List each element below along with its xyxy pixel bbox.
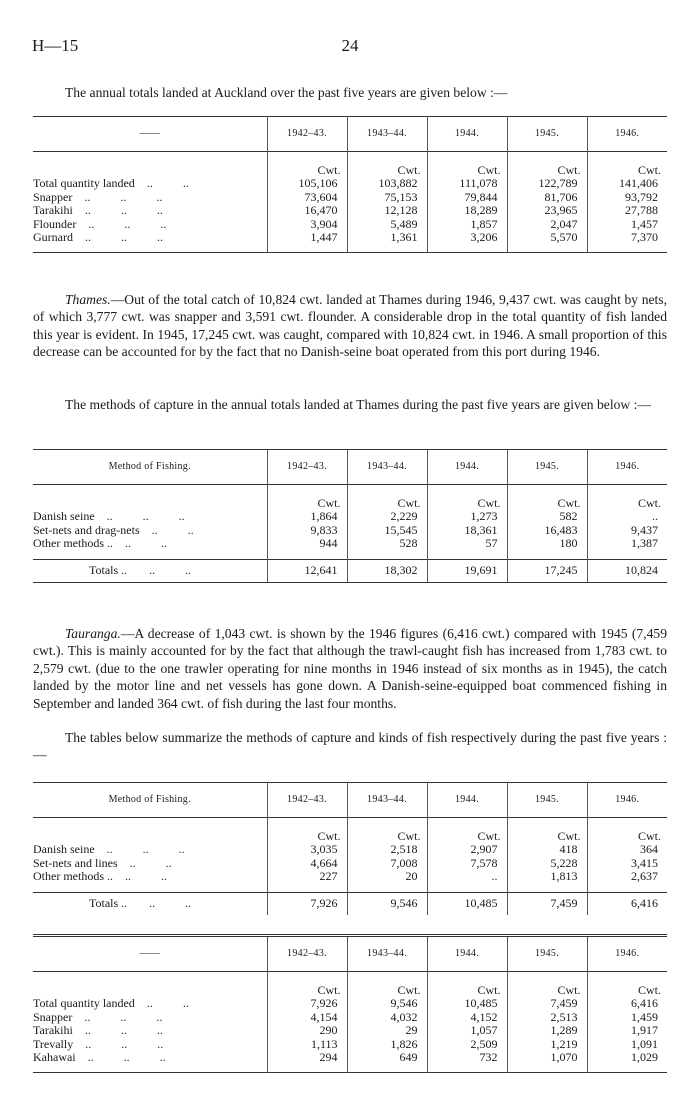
- row-value: 5,228: [507, 857, 587, 870]
- totals-value: 18,302: [347, 559, 427, 582]
- row-leader-dots: .. ..: [125, 869, 167, 884]
- row-value: 29: [347, 1024, 427, 1037]
- row-leader-dots: .. .. ..: [84, 1009, 163, 1024]
- totals-label: [33, 892, 267, 915]
- row-value: 1,361: [347, 231, 427, 244]
- row-label-text: Gurnard: [33, 230, 73, 245]
- row-leader-dots: .. .. ..: [106, 509, 185, 524]
- spacer-cell: [347, 1064, 427, 1073]
- row-value: 528: [347, 537, 427, 550]
- thames-paragraph: Thames.—Out of the total catch of 10,824 cwt. landed at Thames during 1946, 9,437 cwt. was caught by nets, of which 3,777 cwt. was snapper and 3,591 cwt. flounder. A considerable drop in the total quantity of fish landed this year is evident. In 1945, 17,245 cwt. was caught, compared with 10,824 cwt. in 1946. A small proportion of this decrease can be accounted for by the fact that no Danish-seine boat operated from this port during 1946.: [33, 292, 667, 360]
- unit-label: Cwt.: [507, 497, 587, 510]
- row-label-text: Tarakihi: [33, 1023, 73, 1038]
- unit-label: Cwt.: [427, 830, 507, 843]
- row-label: [33, 1038, 267, 1051]
- row-value: 180: [507, 537, 587, 550]
- row-label: [33, 1011, 267, 1024]
- row-value: 582: [507, 510, 587, 523]
- row-leader-dots: .. .. ..: [84, 230, 163, 245]
- column-header-year: 1946.: [587, 117, 667, 152]
- table-row: [33, 843, 667, 856]
- row-value: 418: [507, 843, 587, 856]
- totals-value: 10,824: [587, 559, 667, 582]
- table-row: [33, 231, 667, 244]
- row-label: [33, 997, 267, 1010]
- column-header-label: Method of Fishing.: [108, 794, 191, 806]
- spacer-cell: [507, 884, 587, 893]
- totals-value: 10,485: [427, 892, 507, 915]
- column-header-year: 1946.: [587, 936, 667, 972]
- totals-label-text: Totals ..: [89, 895, 128, 910]
- row-leader-dots: .. .. ..: [84, 189, 163, 204]
- table-row: [33, 1024, 667, 1037]
- spacer-cell: [587, 551, 667, 560]
- row-label-text: Total quantity landed: [33, 996, 135, 1011]
- totals-value: 7,926: [267, 892, 347, 915]
- spacer-cell: [347, 551, 427, 560]
- row-label-text: Kahawai: [33, 1050, 76, 1065]
- row-value: 732: [427, 1051, 507, 1064]
- row-value: 103,882: [347, 177, 427, 190]
- row-value: 4,152: [427, 1011, 507, 1024]
- unit-row: [33, 830, 667, 843]
- row-value: 2,513: [507, 1011, 587, 1024]
- row-label-text: Danish seine: [33, 509, 95, 524]
- spacer-cell: [33, 884, 267, 893]
- column-header-year: 1945.: [507, 936, 587, 972]
- tauranga-methods-table: [33, 782, 667, 915]
- row-value: ..: [427, 870, 507, 883]
- unit-label: Cwt.: [427, 164, 507, 177]
- row-label: [33, 1051, 267, 1064]
- totals-value: 6,416: [587, 892, 667, 915]
- row-value: 2,509: [427, 1038, 507, 1051]
- row-label: [33, 537, 267, 550]
- row-value: 364: [587, 843, 667, 856]
- row-leader-dots: .. ..: [129, 855, 172, 870]
- unit-row: [33, 164, 667, 177]
- row-value: 1,917: [587, 1024, 667, 1037]
- column-header-year: 1943–44.: [347, 450, 427, 485]
- spacer-cell: [33, 972, 267, 985]
- table-row: [33, 204, 667, 217]
- totals-row: [33, 892, 667, 915]
- row-value: 7,370: [587, 231, 667, 244]
- row-leader-dots: .. .. ..: [85, 1036, 164, 1051]
- tauranga-kinds-table: [33, 934, 667, 1073]
- column-header-year: 1942–43.: [267, 783, 347, 818]
- column-header-year: 1943–44.: [347, 783, 427, 818]
- row-label: [33, 177, 267, 190]
- unit-label: Cwt.: [427, 497, 507, 510]
- auckland-totals-table: [33, 116, 667, 253]
- thames-heading: Thames.: [65, 292, 111, 307]
- row-value: 294: [267, 1051, 347, 1064]
- row-value: 9,437: [587, 524, 667, 537]
- unit-label: Cwt.: [587, 164, 667, 177]
- row-value: 2,518: [347, 843, 427, 856]
- unit-label: Cwt.: [347, 164, 427, 177]
- row-value: 7,578: [427, 857, 507, 870]
- row-value: 1,219: [507, 1038, 587, 1051]
- row-label-text: Danish seine: [33, 842, 95, 857]
- row-value: 16,483: [507, 524, 587, 537]
- row-leader-dots: .. .. ..: [106, 842, 185, 857]
- spacer-cell: [33, 485, 267, 498]
- column-header-year: 1943–44.: [347, 117, 427, 152]
- spacer-cell: [427, 884, 507, 893]
- row-leader-dots: .. ..: [146, 996, 189, 1011]
- spacer-cell: [33, 152, 267, 165]
- spacer-cell: [347, 884, 427, 893]
- row-label: [33, 204, 267, 217]
- row-value: 4,032: [347, 1011, 427, 1024]
- row-value: 27,788: [587, 204, 667, 217]
- row-value: 1,457: [587, 218, 667, 231]
- unit-label: Cwt.: [507, 830, 587, 843]
- row-value: 3,035: [267, 843, 347, 856]
- row-label-text: Set-nets and drag-nets: [33, 522, 140, 537]
- spacer-cell: [33, 551, 267, 560]
- row-value: 1,857: [427, 218, 507, 231]
- row-value: 1,459: [587, 1011, 667, 1024]
- unit-label: Cwt.: [587, 830, 667, 843]
- table-row: [33, 191, 667, 204]
- row-leader-dots: .. ..: [151, 522, 194, 537]
- unit-label: Cwt.: [267, 830, 347, 843]
- row-value: 7,459: [507, 997, 587, 1010]
- row-label: [33, 857, 267, 870]
- totals-leader-dots: .. ..: [149, 895, 192, 910]
- row-value: 10,485: [427, 997, 507, 1010]
- totals-value: 17,245: [507, 559, 587, 582]
- column-header-year: 1946.: [587, 783, 667, 818]
- row-value: 5,570: [507, 231, 587, 244]
- column-header-label: ——: [139, 128, 161, 140]
- unit-label: Cwt.: [507, 984, 587, 997]
- row-value: 3,904: [267, 218, 347, 231]
- row-value: 15,545: [347, 524, 427, 537]
- row-value: 1,070: [507, 1051, 587, 1064]
- unit-label: Cwt.: [267, 984, 347, 997]
- totals-value: 19,691: [427, 559, 507, 582]
- unit-spacer: [33, 497, 267, 510]
- row-value: 2,637: [587, 870, 667, 883]
- row-value: 111,078: [427, 177, 507, 190]
- row-value: 105,106: [267, 177, 347, 190]
- row-value: 18,361: [427, 524, 507, 537]
- column-header-year: 1943–44.: [347, 936, 427, 972]
- spacer-cell: [267, 551, 347, 560]
- spacer-row: [33, 1064, 667, 1073]
- column-header-year: 1944.: [427, 450, 507, 485]
- unit-label: Cwt.: [427, 984, 507, 997]
- row-value: 1,029: [587, 1051, 667, 1064]
- row-leader-dots: .. ..: [125, 536, 167, 551]
- spacer-cell: [427, 1064, 507, 1073]
- row-value: 6,416: [587, 997, 667, 1010]
- spacer-cell: [33, 244, 267, 253]
- report-code: H—15: [32, 36, 79, 55]
- row-value: 227: [267, 870, 347, 883]
- row-leader-dots: .. .. ..: [84, 203, 163, 218]
- row-label: [33, 510, 267, 523]
- row-label-text: Other methods ..: [33, 536, 113, 551]
- row-value: 1,864: [267, 510, 347, 523]
- totals-label: [33, 559, 267, 582]
- row-value: 1,826: [347, 1038, 427, 1051]
- row-label-text: Tarakihi: [33, 203, 73, 218]
- row-value: 1,113: [267, 1038, 347, 1051]
- spacer-cell: [507, 244, 587, 253]
- row-value: 93,792: [587, 191, 667, 204]
- column-header-year: 1942–43.: [267, 936, 347, 972]
- spacer-cell: [347, 244, 427, 253]
- column-header-year: 1944.: [427, 117, 507, 152]
- row-value: 23,965: [507, 204, 587, 217]
- table-row: [33, 870, 667, 883]
- unit-label: Cwt.: [587, 984, 667, 997]
- totals-label-text: Totals ..: [89, 562, 128, 577]
- table-row: [33, 537, 667, 550]
- row-label: [33, 870, 267, 883]
- table-row: [33, 177, 667, 190]
- table-row: [33, 1051, 667, 1064]
- totals-row: [33, 559, 667, 582]
- row-value: 1,273: [427, 510, 507, 523]
- row-value: 290: [267, 1024, 347, 1037]
- unit-row: [33, 497, 667, 510]
- unit-label: Cwt.: [347, 497, 427, 510]
- row-label-text: Flounder: [33, 216, 77, 231]
- tauranga-paragraph-2: The tables below summarize the methods of capture and kinds of fish respectively during the past five years :—: [33, 730, 667, 763]
- row-value: 79,844: [427, 191, 507, 204]
- row-value: 3,206: [427, 231, 507, 244]
- spacer-row: [33, 551, 667, 560]
- spacer-cell: [587, 1064, 667, 1073]
- spacer-row: [33, 884, 667, 893]
- row-label-text: Other methods ..: [33, 869, 113, 884]
- column-header-year: 1942–43.: [267, 450, 347, 485]
- row-value: 81,706: [507, 191, 587, 204]
- tauranga-heading: Tauranga.: [65, 626, 121, 641]
- column-header-label: Method of Fishing.: [108, 461, 191, 473]
- column-header-year: 1946.: [587, 450, 667, 485]
- row-value: 2,907: [427, 843, 507, 856]
- unit-spacer: [33, 984, 267, 997]
- totals-leader-dots: .. ..: [149, 562, 192, 577]
- spacer-cell: [267, 1064, 347, 1073]
- row-value: 7,008: [347, 857, 427, 870]
- row-leader-dots: .. .. ..: [84, 1023, 163, 1038]
- row-value: 20: [347, 870, 427, 883]
- row-value: 1,387: [587, 537, 667, 550]
- row-value: 1,091: [587, 1038, 667, 1051]
- row-value: ..: [587, 510, 667, 523]
- row-label: [33, 843, 267, 856]
- row-value: 18,289: [427, 204, 507, 217]
- page-number: 24: [341, 36, 359, 55]
- table-row: [33, 524, 667, 537]
- table-row: [33, 510, 667, 523]
- spacer-cell: [267, 884, 347, 893]
- row-label: [33, 1024, 267, 1037]
- row-label-text: Snapper: [33, 189, 73, 204]
- row-leader-dots: .. .. ..: [87, 1050, 166, 1065]
- table-header-row: [33, 450, 667, 485]
- unit-label: Cwt.: [347, 830, 427, 843]
- spacer-cell: [427, 244, 507, 253]
- row-leader-dots: .. ..: [146, 176, 189, 191]
- row-value: 4,154: [267, 1011, 347, 1024]
- table-header-row: [33, 936, 667, 972]
- row-value: 1,057: [427, 1024, 507, 1037]
- table-header-row: [33, 117, 667, 152]
- row-value: 649: [347, 1051, 427, 1064]
- column-header-year: 1944.: [427, 936, 507, 972]
- row-value: 4,664: [267, 857, 347, 870]
- row-label-text: Set-nets and lines: [33, 855, 118, 870]
- row-value: 12,128: [347, 204, 427, 217]
- row-value: 75,153: [347, 191, 427, 204]
- row-label: [33, 191, 267, 204]
- table-header-row: [33, 783, 667, 818]
- table-row: [33, 1011, 667, 1024]
- spacer-cell: [33, 1064, 267, 1073]
- thames-paragraph-2: The methods of capture in the annual totals landed at Thames during the past five years are given below :—: [65, 397, 651, 412]
- table-row: [33, 997, 667, 1010]
- column-header-year: 1945.: [507, 450, 587, 485]
- row-label-text: Total quantity landed: [33, 176, 135, 191]
- row-value: 5,489: [347, 218, 427, 231]
- row-value: 73,604: [267, 191, 347, 204]
- unit-label: Cwt.: [507, 164, 587, 177]
- unit-label: Cwt.: [347, 984, 427, 997]
- row-leader-dots: .. .. ..: [88, 216, 167, 231]
- spacer-cell: [33, 818, 267, 831]
- totals-value: 7,459: [507, 892, 587, 915]
- table-row: [33, 857, 667, 870]
- row-value: 9,546: [347, 997, 427, 1010]
- row-value: 3,415: [587, 857, 667, 870]
- totals-value: 9,546: [347, 892, 427, 915]
- row-value: 1,289: [507, 1024, 587, 1037]
- row-label: [33, 231, 267, 244]
- row-value: 141,406: [587, 177, 667, 190]
- row-value: 2,229: [347, 510, 427, 523]
- table-row: [33, 1038, 667, 1051]
- column-header-year: 1942–43.: [267, 117, 347, 152]
- unit-row: [33, 984, 667, 997]
- row-value: 1,813: [507, 870, 587, 883]
- unit-spacer: [33, 164, 267, 177]
- row-value: 2,047: [507, 218, 587, 231]
- column-header-label: ——: [139, 948, 161, 960]
- unit-label: Cwt.: [267, 164, 347, 177]
- totals-value: 12,641: [267, 559, 347, 582]
- row-label-text: Trevally: [33, 1036, 74, 1051]
- row-value: 9,833: [267, 524, 347, 537]
- thames-methods-table: [33, 449, 667, 583]
- row-value: 7,926: [267, 997, 347, 1010]
- row-value: 944: [267, 537, 347, 550]
- column-header-year: 1945.: [507, 117, 587, 152]
- spacer-cell: [507, 551, 587, 560]
- row-value: 57: [427, 537, 507, 550]
- page-header: [32, 36, 668, 60]
- row-value: 1,447: [267, 231, 347, 244]
- row-label: [33, 524, 267, 537]
- spacer-cell: [587, 244, 667, 253]
- spacer-row: [33, 244, 667, 253]
- spacer-cell: [507, 1064, 587, 1073]
- spacer-cell: [427, 551, 507, 560]
- column-header-year: 1945.: [507, 783, 587, 818]
- row-value: 122,789: [507, 177, 587, 190]
- unit-spacer: [33, 830, 267, 843]
- column-header-year: 1944.: [427, 783, 507, 818]
- spacer-cell: [587, 884, 667, 893]
- row-value: 16,470: [267, 204, 347, 217]
- spacer-cell: [267, 244, 347, 253]
- unit-label: Cwt.: [267, 497, 347, 510]
- table-row: [33, 218, 667, 231]
- tauranga-paragraph: Tauranga.—A decrease of 1,043 cwt. is shown by the 1946 figures (6,416 cwt.) compared with 1945 (7,459 cwt.). This is mainly accounted for by the fact that although the trawl-caught fish has increased from 1,783 cwt. to 2,579 cwt. (due to the one trawler operating for nine months in 1946 instead of six months as in 1945), the catch landed by the motor line and net vessels has gone down. A Danish-seine-equipped boat commenced fishing in September and landed 364 cwt. of fish during the last four months.: [33, 626, 667, 711]
- row-label: [33, 218, 267, 231]
- row-label-text: Snapper: [33, 1009, 73, 1024]
- unit-label: Cwt.: [587, 497, 667, 510]
- auckland-intro: The annual totals landed at Auckland over the past five years are given below :—: [65, 85, 508, 100]
